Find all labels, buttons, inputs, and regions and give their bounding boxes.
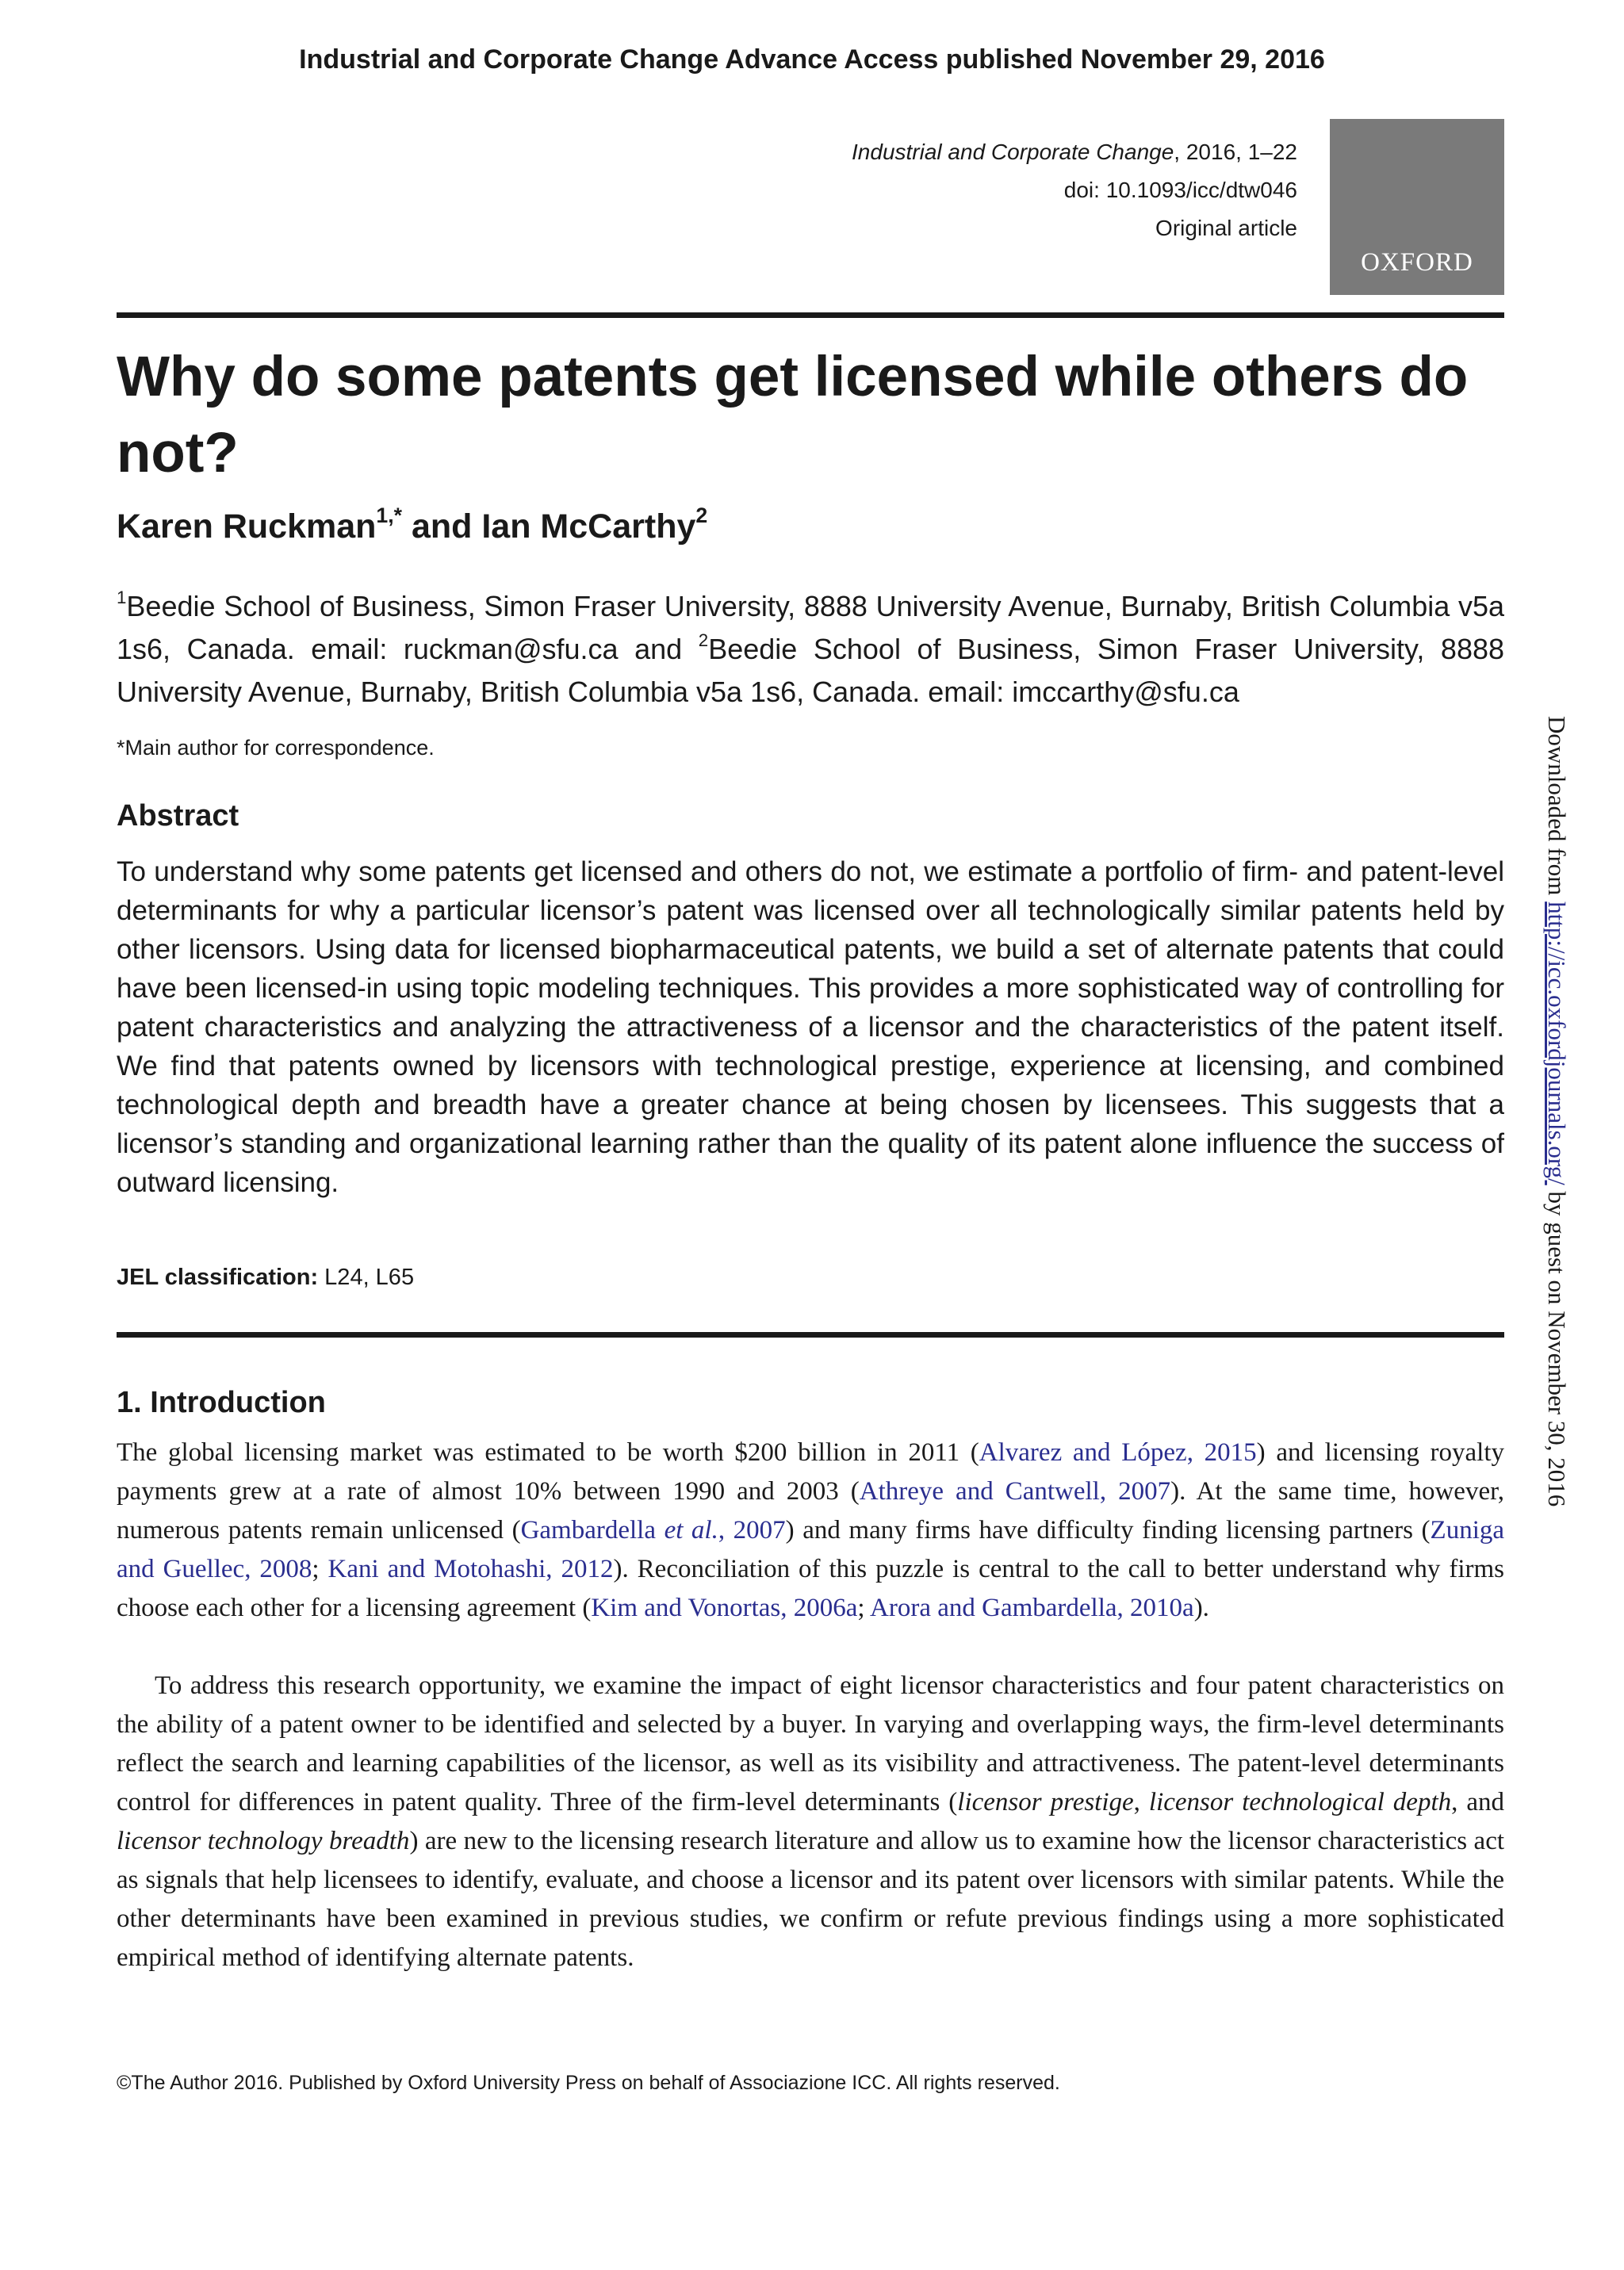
author-name: Karen Ruckman <box>117 507 377 545</box>
affiliation-marker: 2 <box>698 630 709 650</box>
body-paragraph <box>117 1667 1504 1977</box>
paragraph-text: ) and many firms have difficulty finding licensing partners ( <box>785 1516 1431 1545</box>
jel-codes: L24, L65 <box>318 1265 415 1290</box>
citation-link[interactable]: Alvarez and López, 2015 <box>979 1438 1257 1467</box>
correspondence-note: *Main author for correspondence. <box>117 736 435 760</box>
paragraph-text: ; <box>312 1555 328 1583</box>
authors <box>117 503 708 546</box>
paragraph-text: ). Reconciliation of this puzzle is central to the call to better understand why firms choose each other for a licensing agreement ( <box>117 1555 1504 1622</box>
emphasis-term: licensor technological depth <box>1148 1788 1452 1816</box>
paragraph-text: , <box>1133 1788 1149 1816</box>
copyright-notice: ©The Author 2016. Published by Oxford University Press on behalf of Associazione ICC. All rights reserved. <box>117 2072 1060 2094</box>
author-affiliation-marker: 2 <box>695 503 708 527</box>
author-joiner: and <box>402 507 482 545</box>
author-name: Ian McCarthy <box>481 507 696 545</box>
abstract-divider <box>117 1332 1504 1338</box>
citation-link[interactable]: Athreye and Cantwell, 2007 <box>859 1477 1171 1506</box>
affiliation-marker: 1 <box>117 587 127 607</box>
affiliations <box>117 585 1504 714</box>
doi: doi: 10.1093/icc/dtw046 <box>1063 178 1297 202</box>
jel-classification <box>117 1265 414 1291</box>
citation-author: Gambardella <box>520 1516 665 1545</box>
citation-link[interactable]: Kani and Motohashi, 2012 <box>327 1555 614 1583</box>
download-note-prefix: Downloaded from <box>1543 716 1571 902</box>
paragraph-text: ). At the same time, however, numerous patents remain unlicensed ( <box>117 1477 1505 1545</box>
citation-link[interactable]: Arora and Gambardella, 2010a <box>870 1594 1194 1622</box>
affiliation-text: Beedie School of Business, Simon Fraser University, 8888 University Avenue, Burnaby, British Columbia v5a 1s6, Canada. email: imccarthy@sfu.ca <box>117 633 1505 708</box>
abstract-text: To understand why some patents get licensed and others do not, we estimate a portfolio of firm- and patent-level determinants for why a particular licensor’s patent was licensed over all technologically similar patents held by other licensors. Using data for licensed biopharmaceutical patents, we build a set of alternate patents that could have been licensed-in using topic modeling techniques. This provides a more sophisticated way of controlling for patent characteristics and analyzing the attractiveness of a licensor and the characteristics of the patent itself. We find that patents owned by licensors with technological prestige, experience at licensing, and combined technological depth and breadth have a greater chance at being chosen by licensees. This suggests that a licensor’s standing and organizational learning rather than the quality of its patent alone influence the success of outward licensing. <box>117 856 1504 1198</box>
paragraph-text: ) and licensing royalty payments grew at a rate of almost 10% between 1990 and 2003 ( <box>117 1438 1504 1506</box>
article-type: Original article <box>1155 216 1297 240</box>
download-note-text <box>1542 716 1571 1506</box>
affiliation-text: Beedie School of Business, Simon Fraser University, 8888 University Avenue, Burnaby, British Columbia v5a 1s6, Canada. email: ruckman@sfu.ca and <box>117 590 1504 665</box>
body-paragraph <box>117 1434 1504 1628</box>
section-heading: 1. Introduction <box>117 1386 326 1419</box>
paragraph-text: To address this research opportunity, we examine the impact of eight licensor characteristics and four patent characteristics on the ability of a patent owner to be identified and selected by a buyer. In varying and overlapping ways, the firm-level determinants reflect the search and learning capabilities of the licensor, as well as its visibility and attractiveness. The patent-level determinants control for differences in patent quality. Three of the firm-level determinants ( <box>117 1671 1504 1816</box>
emphasis-term: licensor technology breadth <box>117 1827 410 1855</box>
paragraph-text: ). <box>1193 1594 1209 1622</box>
citation-link[interactable] <box>521 1516 786 1545</box>
advance-access-banner: Industrial and Corporate Change Advance Access published November 29, 2016 <box>299 44 1325 75</box>
header-divider <box>117 312 1504 318</box>
citation-link[interactable]: Zuniga and Guellec, 2008 <box>117 1516 1505 1583</box>
journal-volume-pages: , 2016, 1–22 <box>1174 140 1297 164</box>
citation-link[interactable]: Kim and Vonortas, 2006a <box>591 1594 858 1622</box>
paragraph-text: , and <box>1451 1788 1505 1816</box>
oxford-logo-text: OXFORD <box>1361 248 1473 277</box>
citation-year: , 2007 <box>718 1516 786 1545</box>
download-note-suffix: by guest on November 30, 2016 <box>1543 1185 1571 1507</box>
journal-citation <box>852 133 1297 171</box>
jel-label: JEL classification: <box>117 1265 319 1290</box>
paragraph-text: ; <box>857 1594 871 1622</box>
abstract-heading: Abstract <box>117 799 239 833</box>
oxford-logo <box>1330 119 1504 295</box>
emphasis-term: licensor prestige <box>957 1788 1134 1816</box>
citation-etal: et al. <box>664 1516 718 1545</box>
article-title: Why do some patents get licensed while others do not? <box>117 346 1469 484</box>
paragraph-text: ) are new to the licensing research literature and allow us to examine how the licensor characteristics act as signals that help licensees to identify, evaluate, and choose a licensor and its patent over licensors with similar patents. While the other determinants have been examined in previous studies, we confirm or refute previous findings using a more sophisticated empirical method of identifying alternate patents. <box>117 1827 1505 1972</box>
author-affiliation-marker: 1,* <box>376 503 403 527</box>
paragraph-text: The global licensing market was estimated to be worth $200 billion in 2011 ( <box>117 1438 979 1467</box>
journal-name: Industrial and Corporate Change <box>852 140 1174 164</box>
journal-citation-block <box>852 133 1297 247</box>
journal-site-link[interactable]: http://icc.oxfordjournals.org/ <box>1543 901 1571 1185</box>
